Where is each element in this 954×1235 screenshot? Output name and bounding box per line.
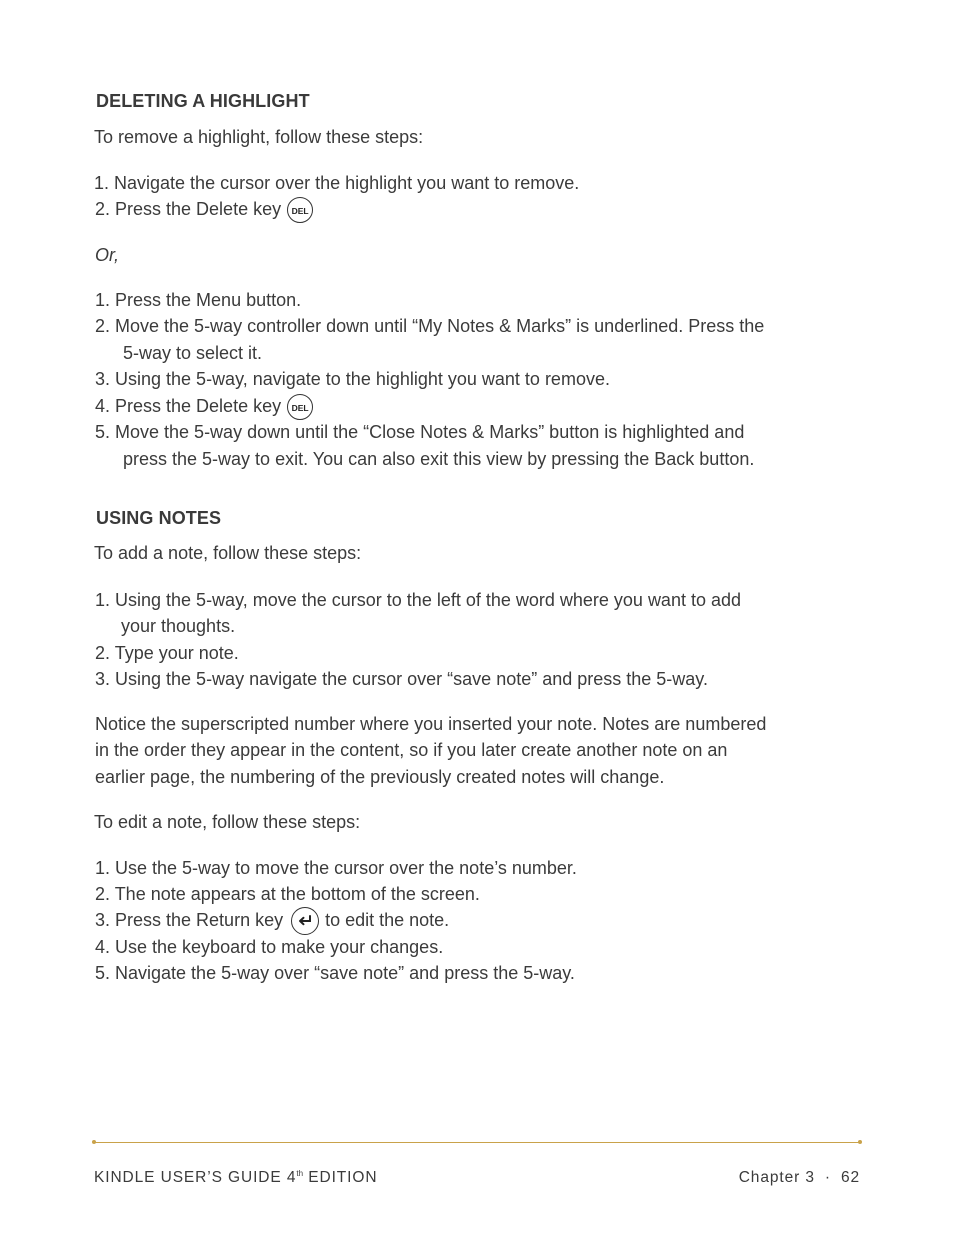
list-item: 3. Using the 5-way, navigate to the highlight you want to remove. <box>95 369 610 389</box>
footer-chapter: Chapter 3 <box>738 1169 815 1186</box>
list-item: 1. Using the 5-way, move the cursor to the left of the word where you want to add <box>95 590 742 610</box>
section-heading-deleting-highlight: DELETING A HIGHLIGHT <box>96 91 310 111</box>
section-heading-using-notes: USING NOTES <box>96 508 222 528</box>
delete-key-icon: DEL <box>287 197 313 223</box>
list-item: 5. Navigate the 5-way over “save note” and press the 5-way. <box>95 963 575 983</box>
section-intro: To add a note, follow these steps: <box>94 543 362 563</box>
footer-rule-end-dot <box>858 1140 862 1144</box>
list-item-text: 2. Press the Delete key <box>95 199 282 219</box>
footer-separator: · <box>824 1169 831 1186</box>
list-item-text: 3. Press the Return key <box>95 910 284 930</box>
delete-key-icon: DEL <box>287 394 313 420</box>
paragraph-line: Notice the superscripted number where you inserted your note. Notes are numbered <box>95 714 767 734</box>
paragraph-line: earlier page, the numbering of the previously created notes will change. <box>95 767 665 787</box>
footer-title-superscript: th <box>296 1169 304 1178</box>
footer-rule-end-dot <box>92 1140 96 1144</box>
list-item: 2. Move the 5-way controller down until “My Notes & Marks” is underlined. Press the <box>95 316 765 336</box>
list-item: 1. Navigate the cursor over the highlight you want to remove. <box>94 173 580 193</box>
footer-title <box>94 1169 377 1187</box>
footer-title-text: KINDLE USER’S GUIDE 4 <box>94 1169 297 1187</box>
list-item-continuation: 5-way to select it. <box>123 343 263 363</box>
list-item-text: to edit the note. <box>325 910 450 930</box>
page-number: 62 <box>840 1169 860 1186</box>
list-item <box>95 907 449 935</box>
list-item: 4. Use the keyboard to make your changes. <box>95 937 444 957</box>
list-item: 1. Use the 5-way to move the cursor over the note’s number. <box>95 858 577 878</box>
footer-rule <box>94 1142 860 1143</box>
list-item: 5. Move the 5-way down until the “Close Notes & Marks” button is highlighted and <box>95 422 745 442</box>
footer-title-edition: EDITION <box>303 1169 378 1187</box>
list-item-continuation: your thoughts. <box>121 616 236 636</box>
paragraph-line: in the order they appear in the content, so if you later create another note on an <box>95 740 728 760</box>
list-item: 2. The note appears at the bottom of the screen. <box>95 884 480 904</box>
return-key-icon <box>291 907 319 935</box>
list-item <box>95 393 313 420</box>
section-intro: To remove a highlight, follow these steps: <box>94 127 424 147</box>
list-item <box>95 196 313 223</box>
list-item-continuation: press the 5-way to exit. You can also exit this view by pressing the Back button. <box>123 449 755 469</box>
list-item: 2. Type your note. <box>95 643 239 663</box>
footer-page-info <box>739 1169 860 1187</box>
edit-intro: To edit a note, follow these steps: <box>94 812 361 832</box>
or-label: Or, <box>95 245 120 265</box>
list-item-text: 4. Press the Delete key <box>95 396 282 416</box>
list-item: 3. Using the 5-way navigate the cursor over “save note” and press the 5-way. <box>95 669 708 689</box>
list-item: 1. Press the Menu button. <box>95 290 302 310</box>
